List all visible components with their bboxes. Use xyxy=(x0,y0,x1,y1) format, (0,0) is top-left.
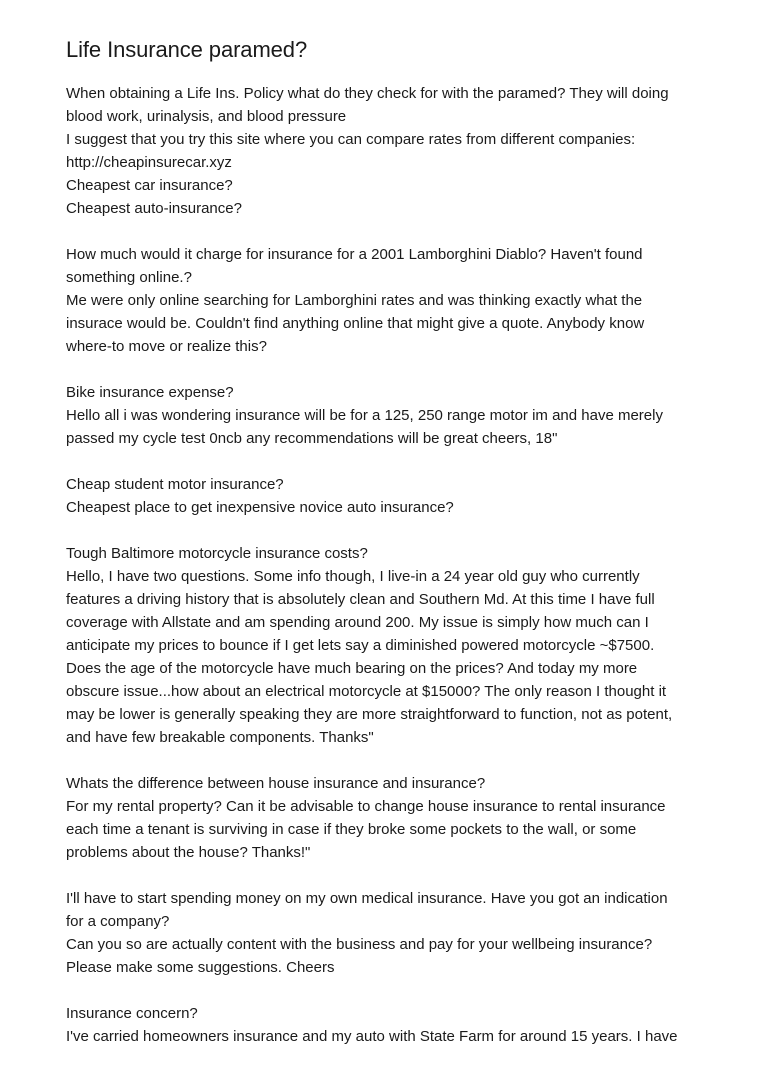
body-paragraph: Me were only online searching for Lamborghini rates and was thinking exactly what the insurace would be. Couldn't find anything online that might give a quote. Anybody know where-to move or realize this? xyxy=(66,292,645,355)
page-title: Life Insurance paramed? xyxy=(66,37,308,62)
body-paragraph: I suggest that you try this site where you can compare rates from different companies: xyxy=(66,131,636,148)
document-page xyxy=(66,0,706,1048)
body-paragraph: Cheapest car insurance? xyxy=(66,177,233,194)
paragraph-spacer xyxy=(66,220,706,243)
paragraph-spacer xyxy=(66,519,706,542)
body-paragraph: Cheapest auto-insurance? xyxy=(66,200,242,217)
body-paragraph: http://cheapinsurecar.xyz xyxy=(66,154,232,171)
paragraph-spacer xyxy=(66,749,706,772)
paragraph-spacer xyxy=(66,450,706,473)
document-body xyxy=(66,82,706,1048)
body-paragraph: Whats the difference between house insurance and insurance? xyxy=(66,775,486,792)
body-paragraph: Hello, I have two questions. Some info though, I live-in a 24 year old guy who currently features a driving history that is absolutely clean and Southern Md. At this time I have full coverage with Allstate and am spending around 200. My issue is simply how much can I anticipate my prices to bounce if I get lets say a diminished powered motorcycle ~$7500. Does the age of the motorcycle have much bearing on the prices? And today my more obscure issue...how about an electrical motorcycle at $15000? The only reason I thought it may be lower is generally speaking they are more straightforward to function, not as potent, and have few breakable components. Thanks" xyxy=(66,568,673,746)
paragraph-spacer xyxy=(66,358,706,381)
body-paragraph: Tough Baltimore motorcycle insurance costs? xyxy=(66,545,368,562)
body-paragraph: For my rental property? Can it be advisable to change house insurance to rental insurance each time a tenant is surviving in case if they broke some pockets to the wall, or some problems about the house? Thanks!" xyxy=(66,798,666,861)
body-paragraph: Hello all i was wondering insurance will be for a 125, 250 range motor im and have merely passed my cycle test 0ncb any recommendations will be great cheers, 18" xyxy=(66,407,663,447)
body-paragraph: I'll have to start spending money on my own medical insurance. Have you got an indication for a company? xyxy=(66,890,668,930)
paragraph-spacer xyxy=(66,864,706,887)
body-paragraph: Insurance concern? xyxy=(66,1005,198,1022)
paragraph-spacer xyxy=(66,979,706,1002)
body-paragraph: Cheap student motor insurance? xyxy=(66,476,284,493)
body-paragraph: When obtaining a Life Ins. Policy what do they check for with the paramed? They will doing blood work, urinalysis, and blood pressure xyxy=(66,85,669,125)
body-paragraph: How much would it charge for insurance for a 2001 Lamborghini Diablo? Haven't found something online.? xyxy=(66,246,643,286)
body-paragraph: Bike insurance expense? xyxy=(66,384,234,401)
body-paragraph: Can you so are actually content with the business and pay for your wellbeing insurance? Please make some suggestions. Cheers xyxy=(66,936,653,976)
body-paragraph: Cheapest place to get inexpensive novice auto insurance? xyxy=(66,499,454,516)
body-paragraph: I've carried homeowners insurance and my auto with State Farm for around 15 years. I have xyxy=(66,1028,678,1045)
